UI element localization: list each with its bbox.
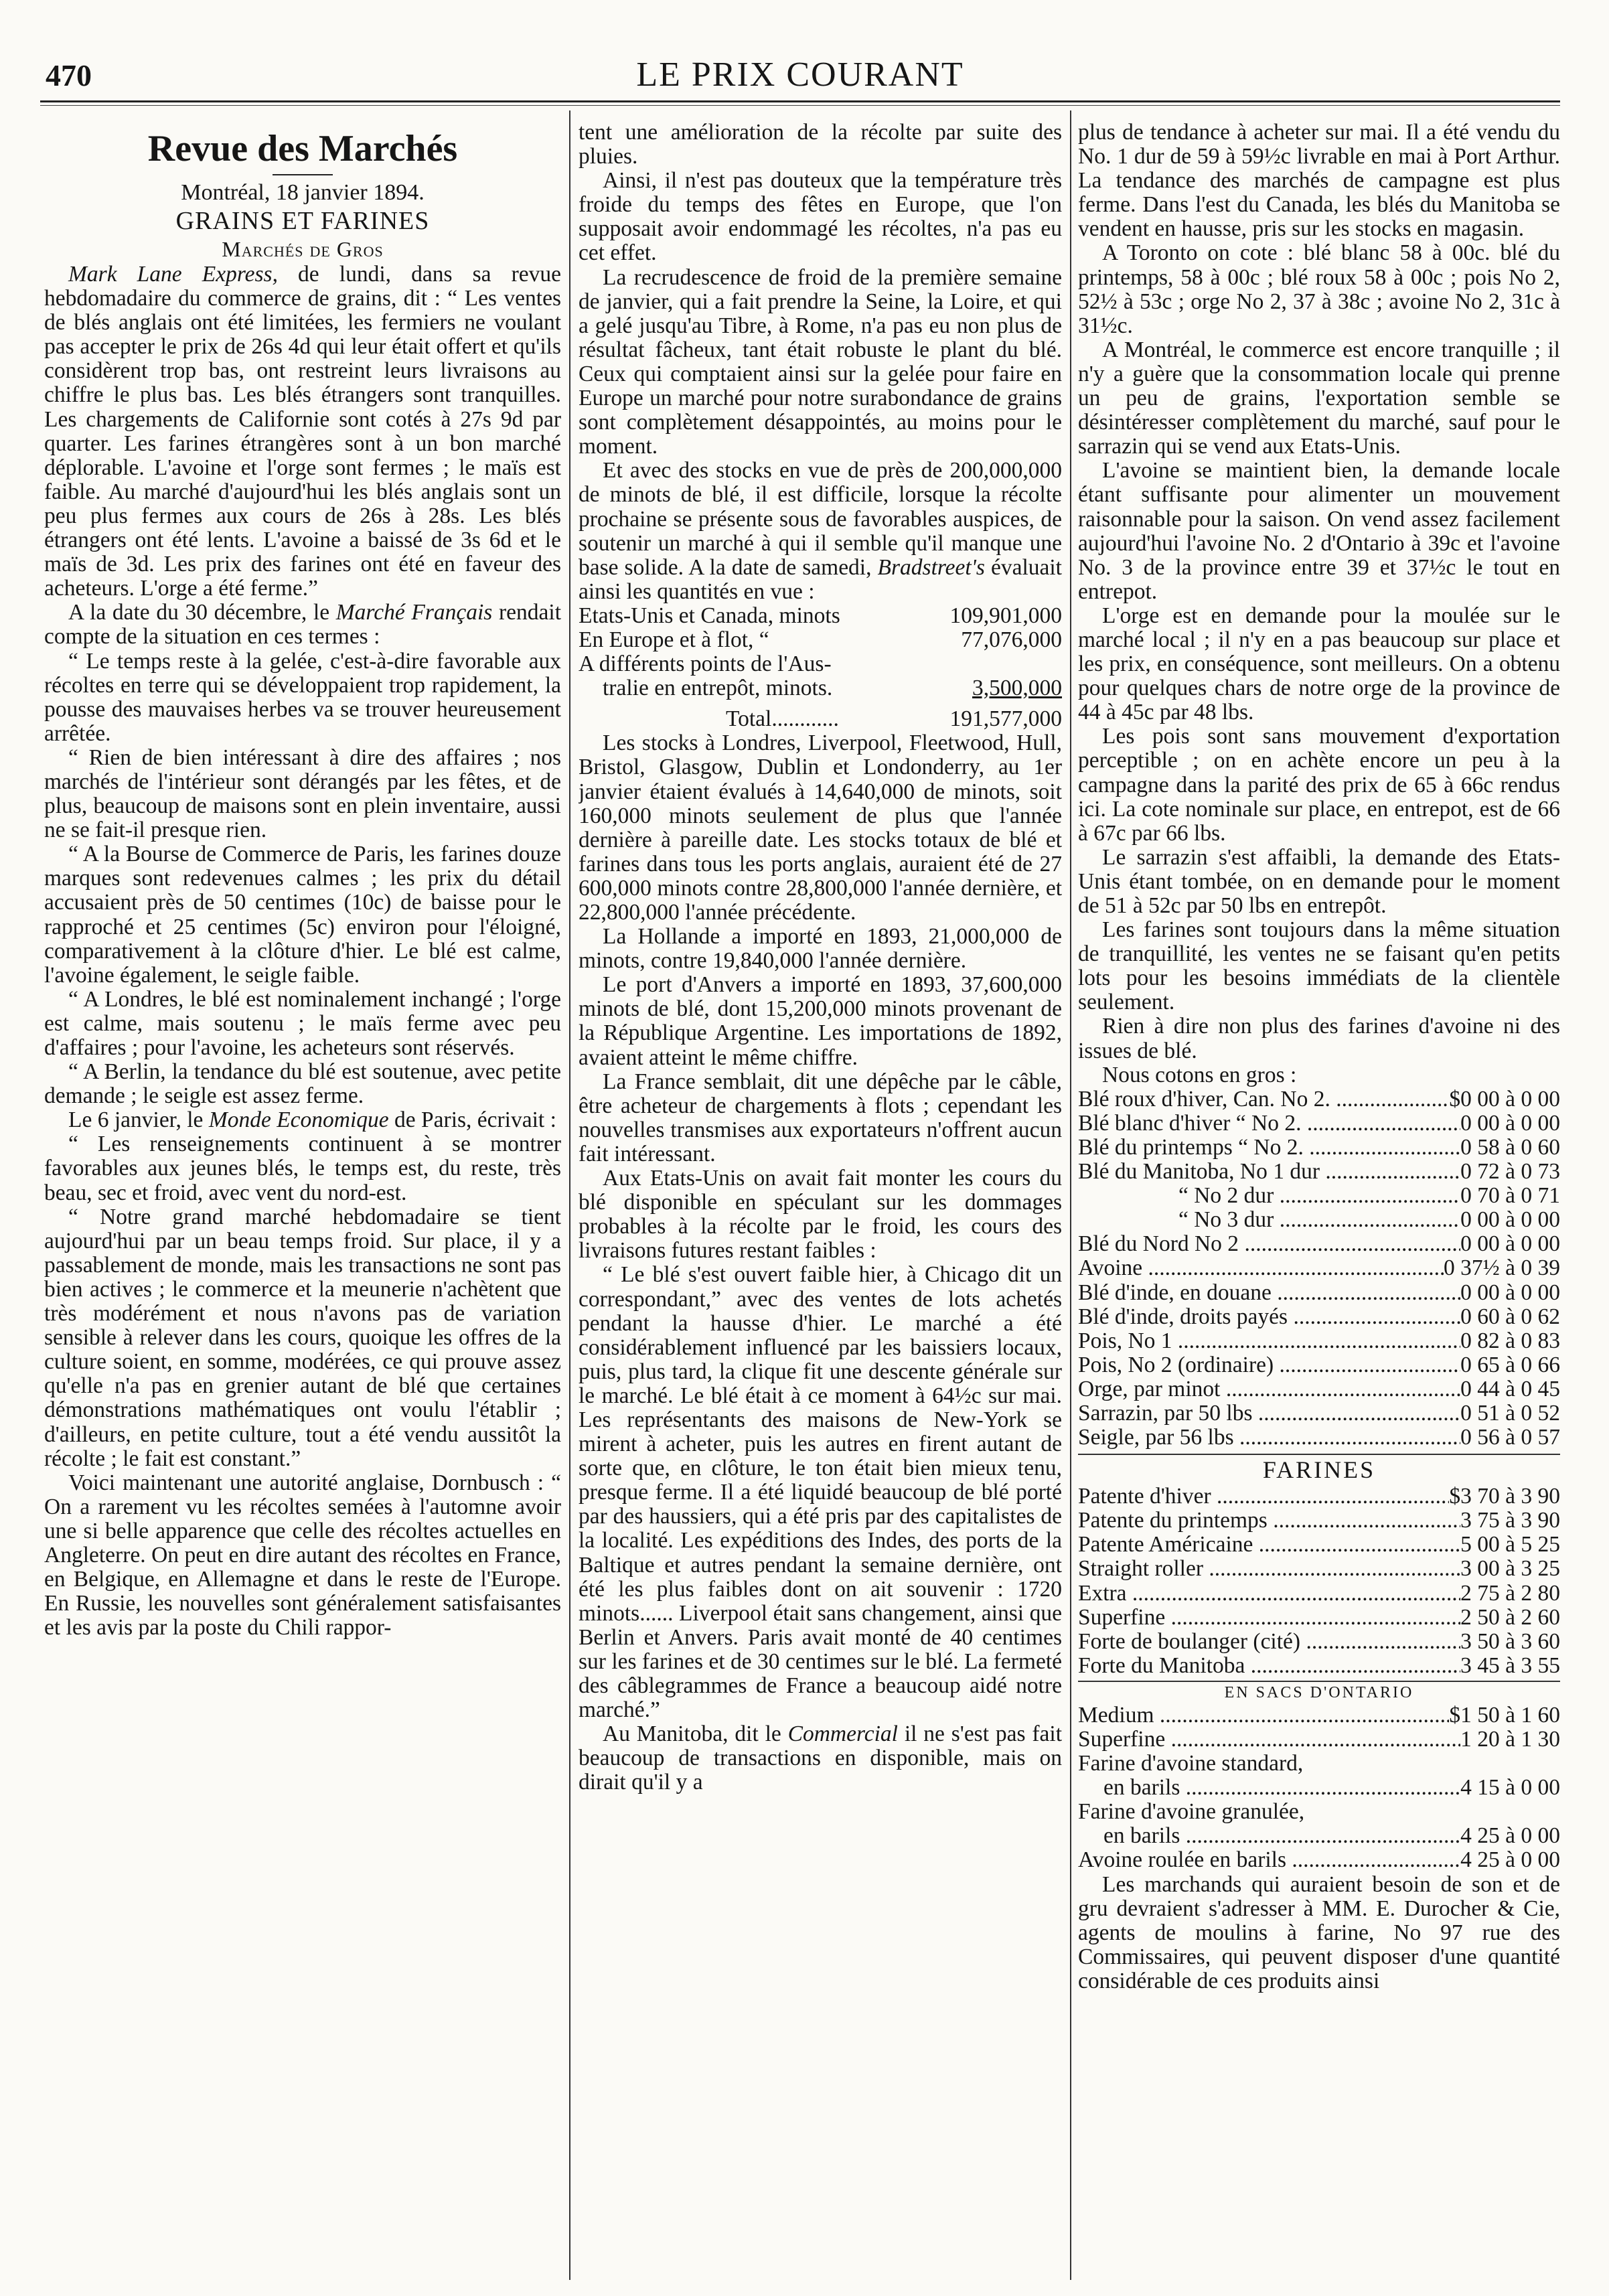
- price-value: 1 20 à 1 30: [1460, 1727, 1560, 1752]
- stock-label: tralie en entrepôt, minots.: [603, 676, 833, 701]
- sacs-price-row: [1078, 1703, 1560, 1728]
- price-label: Pois, No 1 .....: [1078, 1329, 1460, 1353]
- price-label: Pois, No 2 (ordinaire) .....: [1078, 1353, 1460, 1377]
- sacs-price-row: [1078, 1824, 1560, 1848]
- price-value: 0 37½ à 0 39: [1444, 1255, 1560, 1281]
- paragraph-text: A la date du 30 décembre, le: [68, 600, 336, 625]
- flour-price-row: [1078, 1509, 1560, 1533]
- page-header: [40, 52, 1560, 99]
- paragraph: Ainsi, il n'est pas douteux que la température très froide du temps des fêtes en Europe, que l'on supposait avoir endommagé les récoltes, n'a pas eu cet effet.: [579, 168, 1062, 266]
- flour-price-row: [1078, 1606, 1560, 1630]
- price-value: 0 65 à 0 66: [1460, 1352, 1560, 1377]
- stock-value: 3,500,000: [972, 676, 1062, 701]
- price-label: “ No 2 dur .....: [1178, 1184, 1460, 1208]
- grain-price-row: [1078, 1401, 1560, 1426]
- paragraph: “ Le temps reste à la gelée, c'est-à-dire favorable aux récoltes en terre qui se développaient trop rapidement, la pousse des mauvaises herbes va se trouver heureusement arrêtée.: [44, 648, 561, 746]
- paragraph: [579, 459, 1062, 604]
- price-value: 4 25 à 0 00: [1460, 1823, 1560, 1849]
- price-value: 0 51 à 0 52: [1460, 1400, 1560, 1426]
- price-value: 0 00 à 0 00: [1460, 1110, 1560, 1136]
- total-label: Total............: [726, 707, 839, 732]
- paragraph: [44, 262, 561, 601]
- paragraph: “ A la Bourse de Commerce de Paris, les farines douze marques sont redevenues calmes ; les prix du détail accusaient près de 50 centimes (10c) de baisse pour le rapproché et 25 centimes (5c) environ pour l'éloigné, comparativement à la clôture d'hier. Le blé est calme, l'avoine également, le seigle faible.: [44, 842, 561, 988]
- header-rule: [40, 100, 1560, 102]
- stock-row: [579, 676, 1062, 700]
- flour-price-row: [1078, 1557, 1560, 1581]
- paragraph: L'avoine se maintient bien, la demande locale étant suffisante pour alimenter un mouvement raisonnable pour la saison. On vend assez facilement aujourd'hui l'avoine No. 2 d'Ontario à 39c et l'avoine No. 3 de la province entre 39 et 37½c le tout en entrepot.: [1078, 458, 1560, 604]
- price-label: Patente Américaine .....: [1078, 1533, 1460, 1557]
- article-heading: Revue des Marchés: [147, 128, 458, 169]
- flour-price-row: [1078, 1533, 1560, 1557]
- price-value: 0 00 à 0 00: [1460, 1231, 1560, 1257]
- paragraph: “ A Berlin, la tendance du blé est soutenue, avec petite demande ; le seigle est assez ferme.: [44, 1059, 561, 1109]
- price-value: 0 70 à 0 71: [1460, 1183, 1560, 1209]
- paragraph: “ Notre grand marché hebdomadaire se tient aujourd'hui par un beau temps froid. Sur place, il y a passablement de monde, mais les transactions ne sont pas bien actives ; le commerce et la meunerie n'achètent que très modérément et nous n'avons pas de variation sensible à relever dans les cours, quoique les offres de la culture soient, en somme, modérées, ce qui prouve assez qu'elle n'a pas en grenier autant de blé que certaines démonstrations mathématiques ont voulu l'établir ; d'ailleurs, en petite culture, tout a été vendu aussitôt la récolte ; le fait est constant.”: [44, 1204, 561, 1471]
- price-label: Forte du Manitoba .....: [1078, 1654, 1460, 1678]
- publication-title: LE PRIX COURANT: [636, 56, 964, 94]
- price-value: 0 00 à 0 00: [1460, 1207, 1560, 1233]
- paragraph: Les farines sont toujours dans la même situation de tranquillité, les ventes ne se faisant qu'en petits lots pour les besoins immédiats de la clientèle seulement.: [1078, 917, 1560, 1015]
- price-value: $0 00 à 0 00: [1449, 1086, 1560, 1112]
- paragraph: L'orge est en demande pour la moulée sur le marché local ; il n'y en a pas beaucoup sur place et les prix, en conséquence, sont meilleurs. On a obtenu pour quelques chars de notre orge de la province de 44 à 45c par 48 lbs.: [1078, 603, 1560, 725]
- price-label: Blé d'inde, en douane .....: [1078, 1281, 1460, 1305]
- paragraph-text: il ne s'est pas fait beaucoup de transactions en disponible, mais on dirait qu'il y a: [579, 1721, 1062, 1795]
- price-value: 0 44 à 0 45: [1460, 1376, 1560, 1401]
- column-divider-2: [1070, 110, 1071, 2280]
- paragraph: “ Le blé s'est ouvert faible hier, à Chicago dit un correspondant,” avec des ventes de lots achetés pendant la hausse d'hier. Le marché a été considérablement influencé par les baissiers locaux, puis, plus tard, la clique fit une descente générale sur le marché. Le blé était à ce moment à 64½c sur mai. Les représentants des maisons de New-York se mirent à acheter, puis les autres en firent autant de sorte que, en clôture, le ton était bien mieux tenu, presque ferme. Il a été liquidé beaucoup de blé porté par des haussiers, qui a été pris par des capitalistes de la localité. Les expéditions des Indes, des ports de la Baltique et autres pendant la semaine dernière, ont été les plus faibles dont on ait souvenir : 1720 minots...... Liverpool était sans changement, ainsi que Berlin et Anvers. Paris avait monté de 40 centimes sur les farines et de 30 centimes sur le blé. La fermeté des câblegrammes de France a beaucoup aidé notre marché.”: [579, 1262, 1062, 1723]
- price-label: “ No 3 dur .....: [1178, 1208, 1460, 1232]
- price-label: Forte de boulanger (cité) .....: [1078, 1630, 1460, 1654]
- paragraph: Rien à dire non plus des farines d'avoine ni des issues de blé.: [1078, 1014, 1560, 1063]
- stock-row: [579, 628, 1062, 652]
- price-value: 4 25 à 0 00: [1460, 1847, 1560, 1873]
- price-label: Straight roller .....: [1078, 1557, 1460, 1581]
- paragraph: Les stocks à Londres, Liverpool, Fleetwood, Hull, Bristol, Glasgow, Dublin et Londonderry, au 1er janvier étaient évalués à 14,640,000 de minots, soit 160,000 minots seulement de plus que l'année dernière à pareille date. Les stocks totaux de blé et farines dans tous les ports anglais, auraient été de 27 600,000 minots contre 28,800,000 l'année dernière, et 22,800,000 l'année précédente.: [579, 731, 1062, 925]
- paragraph: [44, 601, 561, 649]
- price-value: 0 58 à 0 60: [1460, 1134, 1560, 1160]
- paragraph: Les marchands qui auraient besoin de son et de gru devraient s'adresser à MM. E. Durocher & Cie, agents de moulins à farine, No 97 rue des Commissaires, qui peuvent disposer d'une quantité considérable de ces produits ainsi: [1078, 1871, 1560, 1993]
- source-name: Monde Economique: [208, 1107, 389, 1133]
- paragraph: Voici maintenant une autorité anglaise, Dornbusch : “ On a rarement vu les récoltes semées à l'automne avoir une si belle apparence que celle des récoltes actuelles en Angleterre. On peut en dire autant des récoltes en France, en Belgique, en Allemagne et dans le reste de l'Europe. En Russie, les nouvelles sont généralement satisfaisantes et les avis par la poste du Chili rappor-: [44, 1470, 561, 1640]
- grain-price-row: [1078, 1305, 1560, 1329]
- price-value: $1 50 à 1 60: [1449, 1702, 1560, 1728]
- column-2: [579, 121, 1062, 2283]
- price-value: 2 75 à 2 80: [1460, 1580, 1560, 1606]
- sacs-price-row: [1078, 1752, 1560, 1776]
- total-value: 191,577,000: [949, 706, 1062, 732]
- column-3: [1078, 121, 1560, 2283]
- price-value: 3 45 à 3 55: [1460, 1653, 1560, 1678]
- column-divider-1: [569, 110, 570, 2280]
- price-label: Extra .....: [1078, 1582, 1460, 1606]
- paragraph: La France semblait, dit une dépêche par le câble, être acheteur de chargements à flots ; cependant les nouvelles transmises aux exportateurs n'offrent aucun fait intéressant.: [579, 1069, 1062, 1166]
- price-label: Blé roux d'hiver, Can. No 2. .....: [1078, 1087, 1449, 1112]
- paragraph: [44, 1108, 561, 1132]
- paragraph: Aux Etats-Unis on avait fait monter les cours du blé disponible en spéculant sur les dommages probables à la récolte par le froid, les cours des livraisons futures restant faibles :: [579, 1166, 1062, 1264]
- sacs-price-table: [1078, 1703, 1560, 1873]
- price-label: Blé d'inde, droits payés .....: [1078, 1305, 1460, 1329]
- paragraph: tent une amélioration de la récolte par suite des pluies.: [579, 121, 1062, 169]
- price-label: en barils .....: [1103, 1776, 1460, 1800]
- paragraph: A Toronto on cote : blé blanc 58 à 00c. blé du printemps, 58 à 00c ; blé roux 58 à 00c ; pois No 2, 52½ à 53c ; orge No 2, 37 à 38c ; avoine No 2, 31c à 31½c.: [1078, 240, 1560, 338]
- stock-value: 109,901,000: [949, 603, 1062, 628]
- grain-price-row: [1078, 1232, 1560, 1256]
- price-value: 3 00 à 3 25: [1460, 1556, 1560, 1582]
- price-value: 0 72 à 0 73: [1460, 1159, 1560, 1184]
- price-value: 3 50 à 3 60: [1460, 1628, 1560, 1654]
- subsection-heading: Marchés de Gros: [222, 237, 384, 261]
- dateline: Montréal, 18 janvier 1894.: [181, 180, 425, 205]
- sacs-price-row: [1078, 1776, 1560, 1800]
- paragraph-text: Et avec des stocks en vue de près de 200,000,000 de minots de blé, il est difficile, lorsque la récolte prochaine se présente sous de favorables auspices, de soutenir un marché à qui il semble qu'il manque une base solide. A la date de samedi,: [579, 458, 1062, 580]
- stock-table: [579, 604, 1062, 731]
- paragraph: “ Rien de bien intéressant à dire des affaires ; nos marchés de l'intérieur sont dérangés par les fêtes, et de plus, beaucoup de maisons sont en plein inventaire, aussi ne se fait-il presque rien.: [44, 745, 561, 843]
- sacs-heading: EN SACS D'ONTARIO: [1078, 1681, 1560, 1703]
- paragraph-text: de Paris, écrivait :: [388, 1107, 556, 1133]
- paragraph: A Montréal, le commerce est encore tranquille ; il n'y a guère que la consommation locale qui prenne un peu de grains, l'exportation semble se désintéresser complètement du marché, sauf pour le sarrazin qui se vend aux Etats-Unis.: [1078, 337, 1560, 459]
- source-name: Marché Français: [335, 600, 493, 625]
- price-label: Avoine .....: [1078, 1256, 1444, 1280]
- paragraph: La Hollande a importé en 1893, 21,000,000 de minots, contre 19,840,000 l'année dernière.: [579, 924, 1062, 974]
- grain-price-row: [1078, 1208, 1560, 1232]
- price-value: 0 00 à 0 00: [1460, 1280, 1560, 1305]
- heading-rule: [273, 174, 333, 175]
- grain-price-table: [1078, 1087, 1560, 1450]
- paragraph-text: évaluait ainsi les quantités en vue :: [579, 554, 1062, 604]
- paragraph: Le sarrazin s'est affaibli, la demande des Etats-Unis étant tombée, on en demande pour le moment de 51 à 52c par 50 lbs en entrepôt.: [1078, 844, 1560, 918]
- grain-price-row: [1078, 1426, 1560, 1450]
- stock-row: [579, 652, 1062, 676]
- paragraph-text: rendait compte de la situation en ces termes :: [44, 600, 561, 649]
- stock-label: A différents points de l'Aus-: [579, 652, 832, 677]
- source-name: Bradstreet's: [877, 554, 985, 580]
- price-value: 0 60 à 0 62: [1460, 1304, 1560, 1329]
- price-value: 5 00 à 5 25: [1460, 1532, 1560, 1557]
- paragraph-text: de lundi, dans sa revue hebdomadaire du commerce de grains, dit : “ Les ventes de blés anglais ont été limitées, les fermiers ne voulant pas accepter le prix de 26s 4d qui leur était offert et qu'ils considèrent trop bas, ont restreint leurs livraisons au chiffre le plus bas. Les blés étrangers sont tranquilles. Les chargements de Californie sont cotés à 27s 9d par quarter. Les farines étrangères sont à un bon marché déplorable. L'avoine et l'orge sont fermes ; le maïs est faible. Au marché d'aujourd'hui les blés anglais sont un peu plus fermes aux cours de 26s à 28s. Les blés étrangers ont été lents. L'avoine a baissé de 3s 6d et le maïs de 3d. Les prix des farines ont été en faveur des acheteurs. L'orge a été ferme.”: [44, 262, 561, 601]
- page-number: 470: [46, 58, 92, 92]
- price-value: $3 70 à 3 90: [1449, 1484, 1560, 1509]
- price-label: Superfine .....: [1078, 1606, 1460, 1630]
- farines-heading: FARINES: [1078, 1454, 1560, 1484]
- paragraph: [579, 1722, 1062, 1794]
- stock-row: [579, 604, 1062, 628]
- price-label: Patente d'hiver .....: [1078, 1484, 1449, 1509]
- price-label: Farine d'avoine granulée,: [1078, 1800, 1305, 1825]
- stock-label: Etats-Unis et Canada, minots: [579, 603, 840, 628]
- price-label: Medium .....: [1078, 1703, 1449, 1728]
- price-label: en barils .....: [1103, 1824, 1460, 1848]
- grain-price-row: [1078, 1184, 1560, 1208]
- paragraph: “ Les renseignements continuent à se montrer favorables aux jeunes blés, le temps est, du reste, très beau, sec et froid, avec vent du nord-est.: [44, 1132, 561, 1205]
- grain-price-row: [1078, 1377, 1560, 1401]
- source-name: Mark Lane Express,: [68, 262, 278, 287]
- flour-price-row: [1078, 1484, 1560, 1509]
- section-heading: GRAINS ET FARINES: [175, 207, 430, 235]
- price-value: 0 82 à 0 83: [1460, 1328, 1560, 1353]
- stock-label: En Europe et à flot, “: [579, 627, 769, 652]
- price-value: 2 50 à 2 60: [1460, 1604, 1560, 1630]
- grain-price-row: [1078, 1160, 1560, 1184]
- price-label: Blé blanc d'hiver “ No 2. .....: [1078, 1112, 1460, 1136]
- price-value: 0 56 à 0 57: [1460, 1425, 1560, 1450]
- prices-intro: Nous cotons en gros :: [1102, 1062, 1297, 1087]
- source-name: Commercial: [787, 1721, 898, 1747]
- price-label: Sarrazin, par 50 lbs .....: [1078, 1401, 1460, 1426]
- sacs-price-row: [1078, 1848, 1560, 1872]
- price-label: Avoine roulée en barils .....: [1078, 1848, 1460, 1872]
- sacs-price-row: [1078, 1728, 1560, 1752]
- price-label: Patente du printemps .....: [1078, 1509, 1460, 1533]
- sacs-price-row: [1078, 1800, 1560, 1824]
- paragraph-text: Au Manitoba, dit le: [603, 1721, 788, 1747]
- column-1: [44, 121, 561, 2283]
- paragraph: Le port d'Anvers a importé en 1893, 37,600,000 minots de blé, dont 15,200,000 minots provenant de la République Argentine. Les importations de 1892, avaient atteint le même chiffre.: [579, 972, 1062, 1070]
- paragraph: La recrudescence de froid de la première semaine de janvier, qui a fait prendre la Seine, la Loire, et qui a gelé jusqu'au Tibre, à Rome, n'a pas eu non plus de résultat fâcheux, tant était robuste le plant du blé. Ceux qui comptaient ainsi sur la gelée pour faire en Europe un marché pour notre surabondance de grains sont complètement désappointés, au moins pour le moment.: [579, 264, 1062, 459]
- price-label: Blé du Nord No 2 .....: [1078, 1232, 1460, 1256]
- paragraph: “ A Londres, le blé est nominalement inchangé ; l'orge est calme, mais soutenu ; le maïs ferme avec peu d'affaires ; pour l'avoine, les acheteurs sont réservés.: [44, 986, 561, 1060]
- flour-price-table: [1078, 1484, 1560, 1678]
- paragraph: Les pois sont sans mouvement d'exportation perceptible ; on en achète encore un peu à la campagne dans la parité des prix de 65 à 66c rendus ici. La cote nominale sur place, en entrepot, est de 66 à 67c par 66 lbs.: [1078, 724, 1560, 846]
- stock-total: [579, 707, 1062, 731]
- price-label: Farine d'avoine standard,: [1078, 1752, 1304, 1776]
- grain-price-row: [1078, 1256, 1560, 1280]
- price-value: 3 75 à 3 90: [1460, 1508, 1560, 1533]
- flour-price-row: [1078, 1630, 1560, 1654]
- grain-price-row: [1078, 1112, 1560, 1136]
- paragraph: plus de tendance à acheter sur mai. Il a été vendu du No. 1 dur de 59 à 59½c livrable en mai à Port Arthur. La tendance des marchés de campagne est plus ferme. Dans l'est du Canada, les blés du Manitoba se vendent en hausse, pris sur les stocks en magasin.: [1078, 121, 1560, 242]
- price-label: Blé du printemps “ No 2. .....: [1078, 1136, 1460, 1160]
- price-value: 4 15 à 0 00: [1460, 1775, 1560, 1801]
- grain-price-row: [1078, 1329, 1560, 1353]
- flour-price-row: [1078, 1582, 1560, 1606]
- grain-price-row: [1078, 1281, 1560, 1305]
- grain-price-row: [1078, 1087, 1560, 1112]
- grain-price-row: [1078, 1353, 1560, 1377]
- price-label: Superfine .....: [1078, 1728, 1460, 1752]
- header-rule-thin: [40, 105, 1560, 106]
- grain-price-row: [1078, 1136, 1560, 1160]
- paragraph-text: Le 6 janvier, le: [68, 1107, 209, 1133]
- stock-value: 77,076,000: [961, 627, 1062, 652]
- price-label: Orge, par minot .....: [1078, 1377, 1460, 1401]
- price-label: Blé du Manitoba, No 1 dur .....: [1078, 1160, 1460, 1184]
- price-label: Seigle, par 56 lbs .....: [1078, 1426, 1460, 1450]
- flour-price-row: [1078, 1654, 1560, 1678]
